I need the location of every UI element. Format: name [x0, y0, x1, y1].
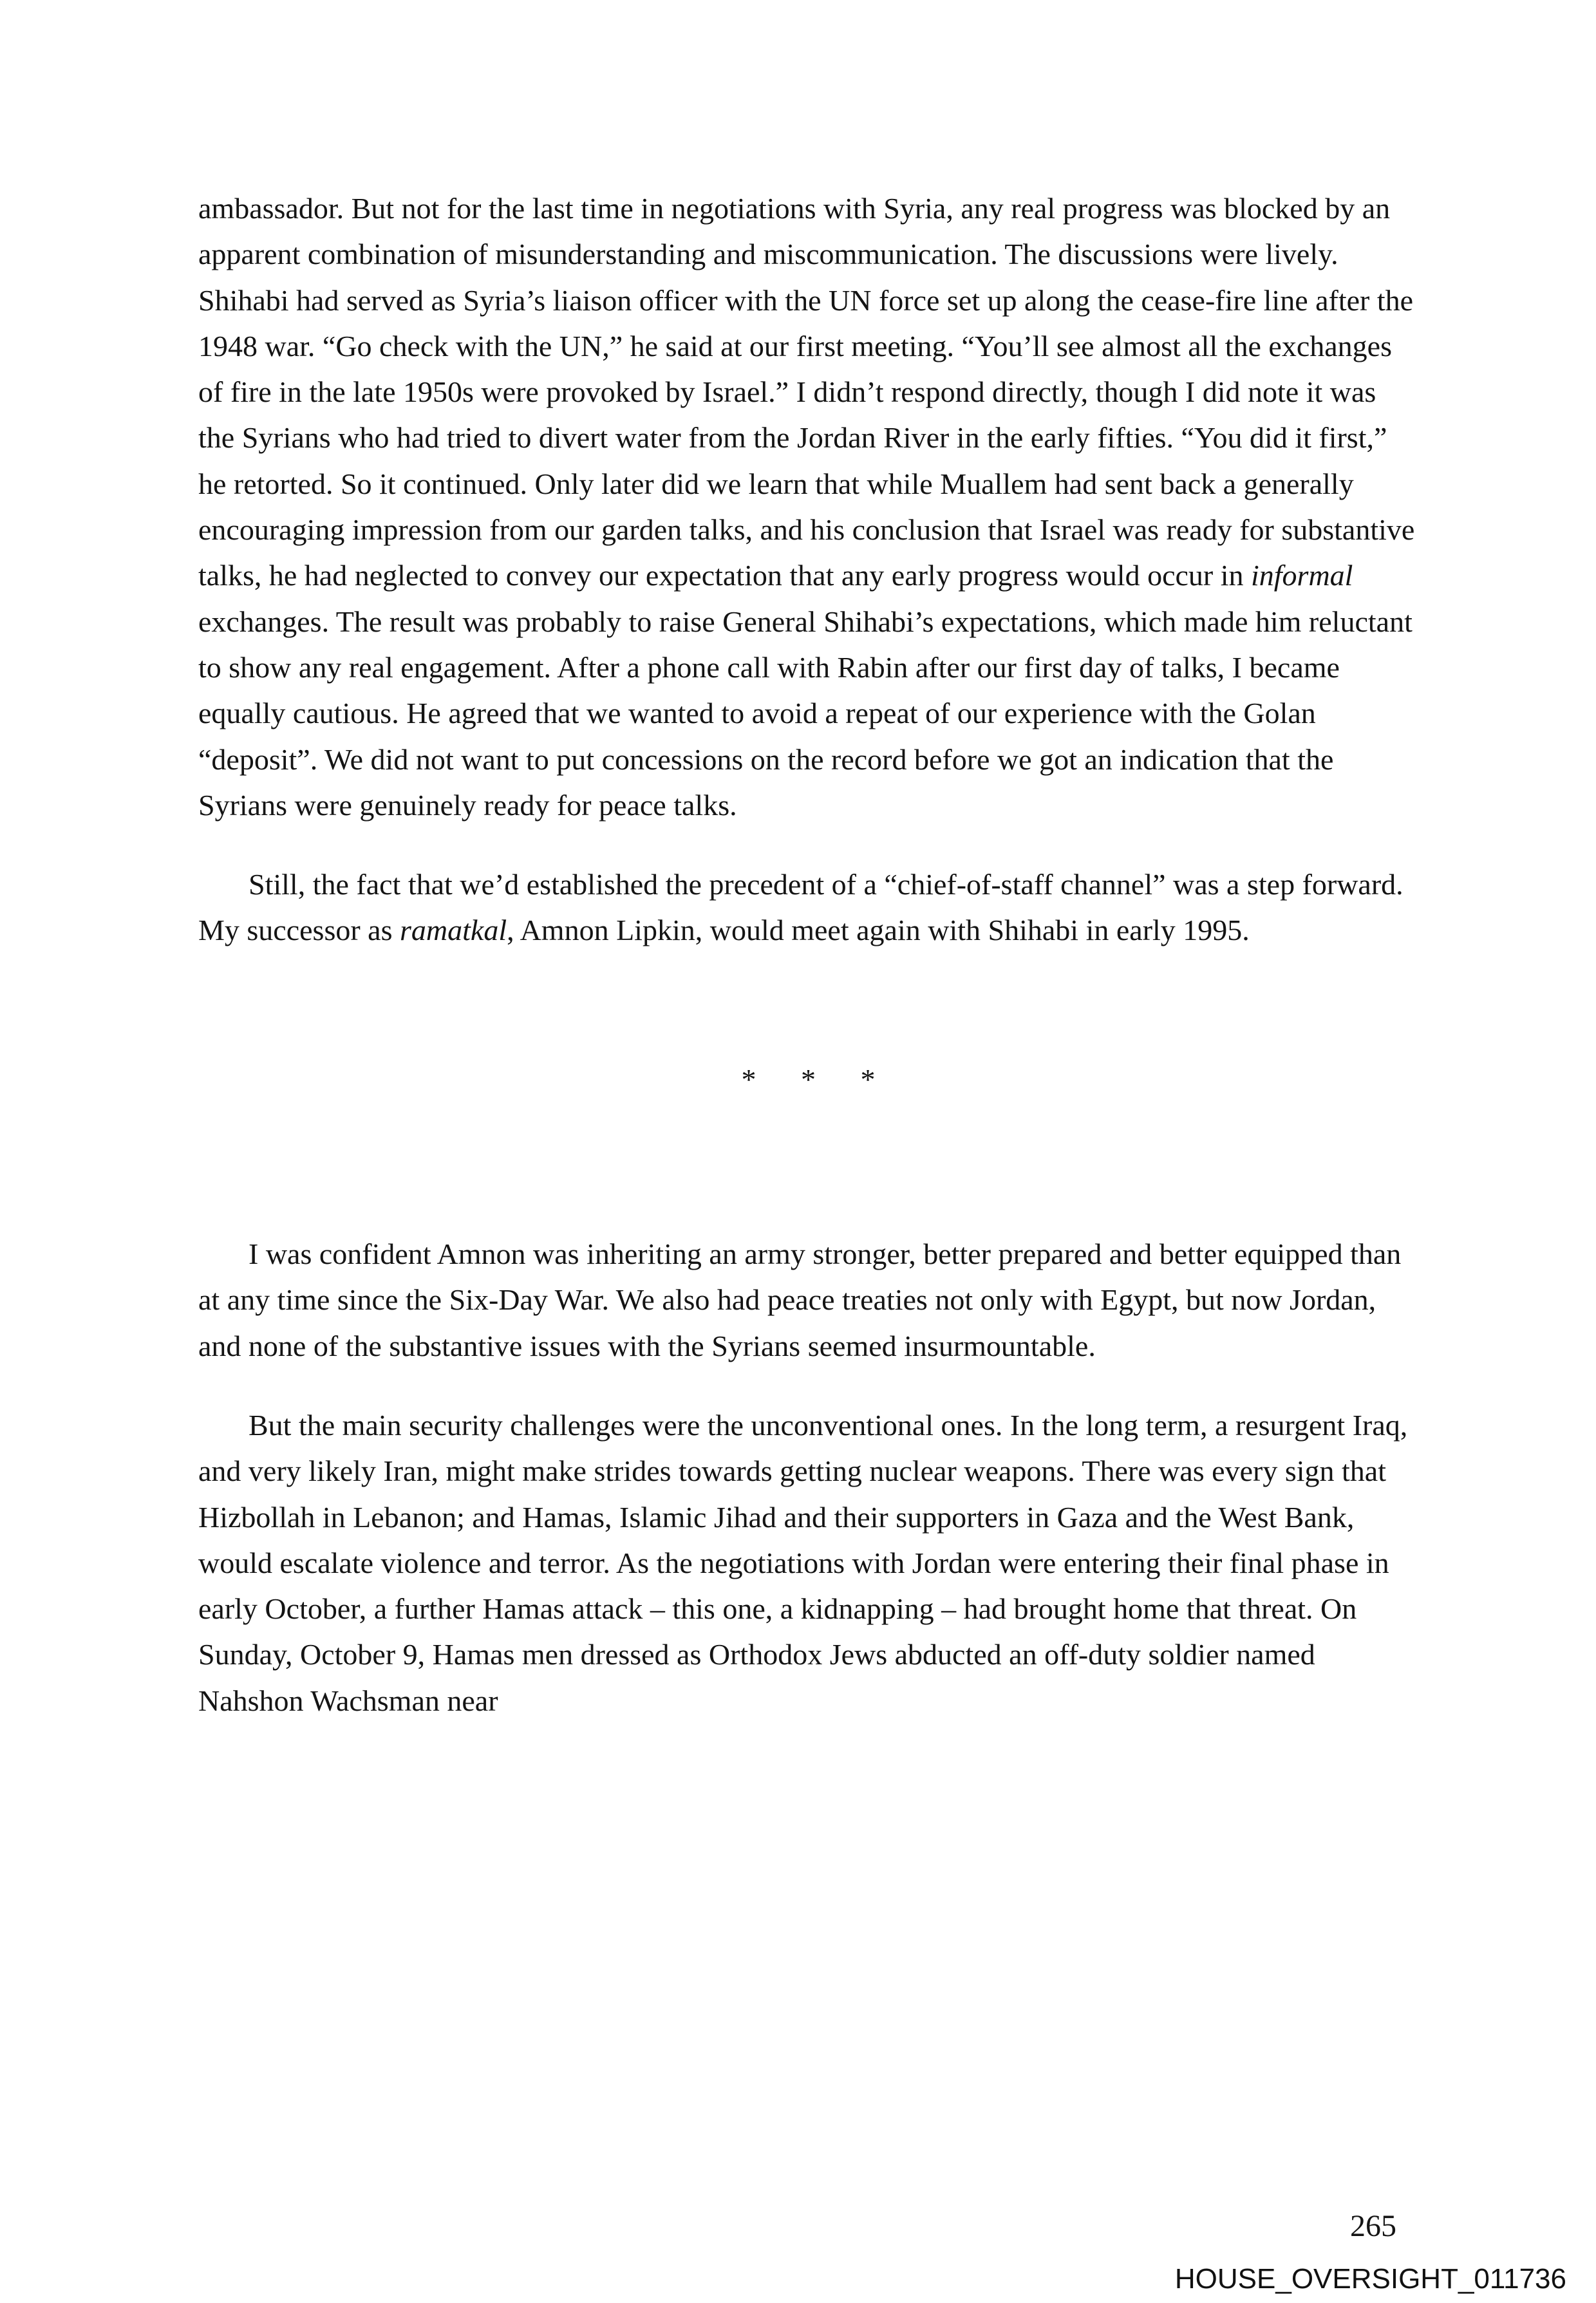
- paragraph-4-text: But the main security challenges were the unconventional ones. In the long term, a resurgent Iraq, and very likely Iran, might make strides towards getting nuclear weapons. There was every sign that Hizbollah in Lebanon; and Hamas, Islamic Jihad and their supporters in Gaza and the West Bank, would escalate violence and terror. As the negotiations with Jordan were entering their final phase in early October, a further Hamas attack – this one, a kidnapping – had brought home that threat. On Sunday, October 9, Hamas men dressed as Orthodox Jews abducted an off-duty soldier named Nahshon Wachsman near: [198, 1408, 1408, 1717]
- paragraph-2: [198, 861, 1418, 954]
- page-body: [198, 185, 1418, 1757]
- page-number: 265: [1350, 2209, 1396, 2243]
- paragraph-1-text: ambassador. But not for the last time in negotiations with Syria, any real progress was blocked by an apparent combination of misunderstanding and miscommunication. The discussions were lively. Shihabi had served as Syria’s liaison officer with the UN force set up along the cease-fire line after the 1948 war. “Go check with the UN,” he said at our first meeting. “You’ll see almost all the exchanges of fire in the late 1950s were provoked by Israel.” I didn’t respond directly, though I did note it was the Syrians who had tried to divert water from the Jordan River in the early fifties. “You did it first,” he retorted. So it continued. Only later did we learn that while Muallem had sent back a generally encouraging impression from our garden talks, and his conclusion that Israel was ready for substantive talks, he had neglected to convey our expectation that any early progress would occur in: [198, 192, 1415, 592]
- paragraph-4: [198, 1402, 1418, 1724]
- section-separator: * * *: [741, 1062, 876, 1096]
- paragraph-1: [198, 185, 1418, 828]
- paragraph-1-text-continued: exchanges. The result was probably to raise General Shihabi’s expectations, which made him reluctant to show any real engagement. After a phone call with Rabin after our first day of talks, I became equally cautious. He agreed that we wanted to avoid a repeat of our experience with the Golan “deposit”. We did not want to put concessions on the record before we got an indication that the Syrians were genuinely ready for peace talks.: [198, 605, 1413, 822]
- paragraph-1-italic-word: informal: [1251, 559, 1353, 592]
- paragraph-3: [198, 1231, 1418, 1369]
- paragraph-2-italic-word: ramatkal: [400, 914, 507, 947]
- paragraph-2-text-continued: , Amnon Lipkin, would meet again with Shihabi in early 1995.: [507, 914, 1250, 947]
- bates-stamp: HOUSE_OVERSIGHT_011736: [1174, 2263, 1566, 2295]
- paragraph-2-text: Still, the fact that we’d established the precedent of a “chief-of-staff channel” was a step forward. My successor as: [198, 868, 1404, 947]
- paragraph-3-text: I was confident Amnon was inheriting an army stronger, better prepared and better equipped than at any time since the Six-Day War. We also had peace treaties not only with Egypt, but now Jordan, and none of the substantive issues with the Syrians seemed insurmountable.: [198, 1237, 1402, 1362]
